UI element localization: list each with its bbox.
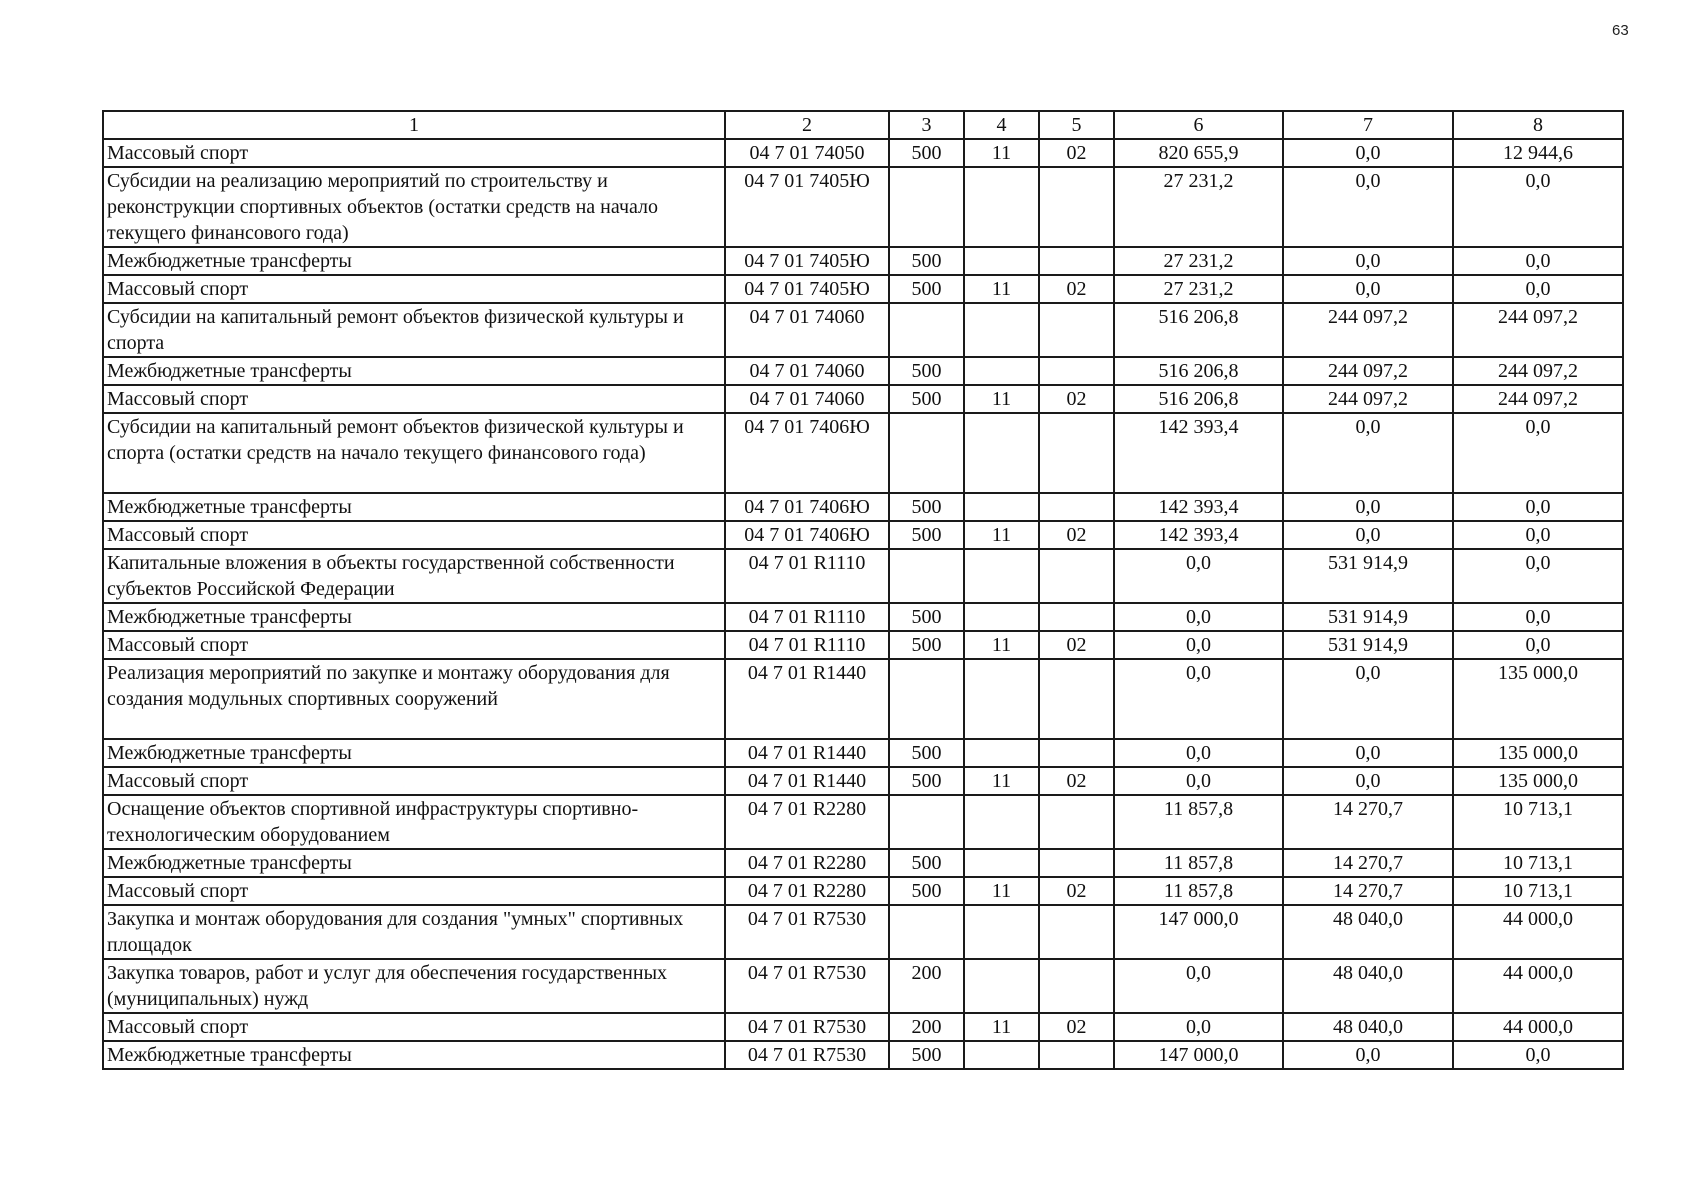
- row-code-cell: 04 7 01 74060: [725, 303, 889, 357]
- row-col4-cell: 11: [964, 139, 1039, 167]
- row-col7-cell: 14 270,7: [1283, 795, 1453, 849]
- row-col7-cell: 244 097,2: [1283, 303, 1453, 357]
- row-col7-cell: 0,0: [1283, 275, 1453, 303]
- row-name-cell: Субсидии на капитальный ремонт объектов физической культуры и спорта (остатки средств на начало текущего финансового года): [103, 413, 725, 493]
- row-col3-cell: 500: [889, 849, 964, 877]
- row-col8-cell: 135 000,0: [1453, 767, 1623, 795]
- row-col3-cell: 500: [889, 603, 964, 631]
- row-col5-cell: [1039, 1041, 1114, 1069]
- row-col3-cell: 500: [889, 877, 964, 905]
- row-col5-cell: 02: [1039, 521, 1114, 549]
- row-col3-cell: 500: [889, 139, 964, 167]
- row-col3-cell: [889, 549, 964, 603]
- row-col8-cell: 0,0: [1453, 603, 1623, 631]
- row-name-cell: Массовый спорт: [103, 521, 725, 549]
- row-col3-cell: 500: [889, 385, 964, 413]
- row-col3-cell: 500: [889, 357, 964, 385]
- row-col6-cell: 147 000,0: [1114, 1041, 1283, 1069]
- row-col5-cell: [1039, 659, 1114, 739]
- row-col7-cell: 0,0: [1283, 767, 1453, 795]
- row-col3-cell: [889, 303, 964, 357]
- row-code-cell: 04 7 01 7405Ю: [725, 275, 889, 303]
- row-col3-cell: [889, 659, 964, 739]
- row-col3-cell: 500: [889, 275, 964, 303]
- header-cell: 7: [1283, 111, 1453, 139]
- row-code-cell: 04 7 01 R1110: [725, 603, 889, 631]
- row-col3-cell: 500: [889, 631, 964, 659]
- row-col8-cell: 0,0: [1453, 275, 1623, 303]
- header-cell: 1: [103, 111, 725, 139]
- row-col6-cell: 0,0: [1114, 959, 1283, 1013]
- row-code-cell: 04 7 01 R1110: [725, 549, 889, 603]
- table-row: [103, 549, 1623, 603]
- row-col3-cell: 500: [889, 247, 964, 275]
- row-col4-cell: [964, 905, 1039, 959]
- row-col7-cell: 0,0: [1283, 167, 1453, 247]
- row-col8-cell: 0,0: [1453, 549, 1623, 603]
- row-col8-cell: 135 000,0: [1453, 739, 1623, 767]
- header-cell: 2: [725, 111, 889, 139]
- row-col6-cell: 147 000,0: [1114, 905, 1283, 959]
- row-col7-cell: 0,0: [1283, 247, 1453, 275]
- table-row: [103, 739, 1623, 767]
- row-col5-cell: [1039, 849, 1114, 877]
- table-row: [103, 303, 1623, 357]
- row-col7-cell: 244 097,2: [1283, 357, 1453, 385]
- row-col4-cell: 11: [964, 877, 1039, 905]
- row-col5-cell: 02: [1039, 139, 1114, 167]
- row-col5-cell: [1039, 739, 1114, 767]
- row-col7-cell: 48 040,0: [1283, 1013, 1453, 1041]
- row-col5-cell: 02: [1039, 877, 1114, 905]
- row-col7-cell: 531 914,9: [1283, 603, 1453, 631]
- row-col6-cell: 27 231,2: [1114, 247, 1283, 275]
- header-row: [103, 111, 1623, 139]
- header-cell: 4: [964, 111, 1039, 139]
- row-col5-cell: [1039, 795, 1114, 849]
- row-col7-cell: 531 914,9: [1283, 631, 1453, 659]
- header-cell: 5: [1039, 111, 1114, 139]
- row-col6-cell: 0,0: [1114, 767, 1283, 795]
- table-row: [103, 521, 1623, 549]
- row-name-cell: Капитальные вложения в объекты государственной собственности субъектов Российской Федерации: [103, 549, 725, 603]
- row-col4-cell: [964, 247, 1039, 275]
- row-col4-cell: 11: [964, 631, 1039, 659]
- row-col7-cell: 244 097,2: [1283, 385, 1453, 413]
- table-row: [103, 139, 1623, 167]
- table-row: [103, 167, 1623, 247]
- row-col3-cell: 500: [889, 521, 964, 549]
- row-name-cell: Межбюджетные трансферты: [103, 739, 725, 767]
- row-col3-cell: [889, 795, 964, 849]
- row-col7-cell: 0,0: [1283, 1041, 1453, 1069]
- row-code-cell: 04 7 01 7406Ю: [725, 521, 889, 549]
- row-col8-cell: 0,0: [1453, 631, 1623, 659]
- row-col5-cell: 02: [1039, 1013, 1114, 1041]
- row-col7-cell: 0,0: [1283, 413, 1453, 493]
- row-col3-cell: 500: [889, 739, 964, 767]
- row-name-cell: Межбюджетные трансферты: [103, 357, 725, 385]
- row-name-cell: Массовый спорт: [103, 385, 725, 413]
- row-col4-cell: [964, 413, 1039, 493]
- row-code-cell: 04 7 01 74060: [725, 385, 889, 413]
- table-row: [103, 849, 1623, 877]
- table-row: [103, 357, 1623, 385]
- row-col5-cell: [1039, 357, 1114, 385]
- row-col7-cell: 0,0: [1283, 659, 1453, 739]
- row-col6-cell: 0,0: [1114, 739, 1283, 767]
- row-name-cell: Массовый спорт: [103, 631, 725, 659]
- row-col7-cell: 14 270,7: [1283, 849, 1453, 877]
- table-row: [103, 959, 1623, 1013]
- row-col3-cell: 200: [889, 959, 964, 1013]
- header-cell: 3: [889, 111, 964, 139]
- row-col6-cell: 0,0: [1114, 659, 1283, 739]
- table-row: [103, 905, 1623, 959]
- table-row: [103, 413, 1623, 493]
- row-code-cell: 04 7 01 7405Ю: [725, 247, 889, 275]
- row-col3-cell: [889, 905, 964, 959]
- row-name-cell: Субсидии на реализацию мероприятий по строительству и реконструкции спортивных объектов (остатки средств на начало текущего финансового года): [103, 167, 725, 247]
- table-row: [103, 493, 1623, 521]
- row-col5-cell: [1039, 167, 1114, 247]
- row-col6-cell: 27 231,2: [1114, 275, 1283, 303]
- row-col3-cell: 500: [889, 767, 964, 795]
- row-col8-cell: 244 097,2: [1453, 385, 1623, 413]
- row-col5-cell: 02: [1039, 767, 1114, 795]
- row-code-cell: 04 7 01 R7530: [725, 959, 889, 1013]
- row-name-cell: Субсидии на капитальный ремонт объектов физической культуры и спорта: [103, 303, 725, 357]
- row-col4-cell: [964, 1041, 1039, 1069]
- row-col6-cell: 0,0: [1114, 603, 1283, 631]
- table-row: [103, 275, 1623, 303]
- row-code-cell: 04 7 01 74050: [725, 139, 889, 167]
- row-col8-cell: 0,0: [1453, 413, 1623, 493]
- row-code-cell: 04 7 01 7406Ю: [725, 493, 889, 521]
- row-col3-cell: 200: [889, 1013, 964, 1041]
- row-col4-cell: [964, 795, 1039, 849]
- budget-table: [102, 110, 1624, 1070]
- table-row: [103, 659, 1623, 739]
- row-col5-cell: [1039, 413, 1114, 493]
- row-col5-cell: [1039, 549, 1114, 603]
- row-col8-cell: 0,0: [1453, 167, 1623, 247]
- row-col6-cell: 11 857,8: [1114, 877, 1283, 905]
- row-col8-cell: 44 000,0: [1453, 905, 1623, 959]
- row-col8-cell: 12 944,6: [1453, 139, 1623, 167]
- row-col6-cell: 11 857,8: [1114, 795, 1283, 849]
- row-col4-cell: [964, 959, 1039, 1013]
- table-row: [103, 247, 1623, 275]
- row-col4-cell: [964, 849, 1039, 877]
- row-code-cell: 04 7 01 7406Ю: [725, 413, 889, 493]
- row-code-cell: 04 7 01 R7530: [725, 1013, 889, 1041]
- row-name-cell: Межбюджетные трансферты: [103, 493, 725, 521]
- row-col8-cell: 244 097,2: [1453, 303, 1623, 357]
- table-row: [103, 877, 1623, 905]
- table-row: [103, 1041, 1623, 1069]
- row-code-cell: 04 7 01 R1440: [725, 659, 889, 739]
- row-name-cell: Межбюджетные трансферты: [103, 849, 725, 877]
- row-col6-cell: 142 393,4: [1114, 521, 1283, 549]
- row-code-cell: 04 7 01 R1110: [725, 631, 889, 659]
- row-col7-cell: 14 270,7: [1283, 877, 1453, 905]
- row-col5-cell: 02: [1039, 275, 1114, 303]
- row-col8-cell: 0,0: [1453, 247, 1623, 275]
- row-col3-cell: [889, 413, 964, 493]
- row-col6-cell: 0,0: [1114, 631, 1283, 659]
- row-code-cell: 04 7 01 R7530: [725, 905, 889, 959]
- header-cell: 8: [1453, 111, 1623, 139]
- row-name-cell: Массовый спорт: [103, 139, 725, 167]
- row-col3-cell: 500: [889, 1041, 964, 1069]
- row-code-cell: 04 7 01 R1440: [725, 739, 889, 767]
- row-code-cell: 04 7 01 74060: [725, 357, 889, 385]
- row-col5-cell: [1039, 905, 1114, 959]
- row-col8-cell: 44 000,0: [1453, 1013, 1623, 1041]
- row-col5-cell: [1039, 493, 1114, 521]
- row-col8-cell: 0,0: [1453, 1041, 1623, 1069]
- row-col6-cell: 820 655,9: [1114, 139, 1283, 167]
- row-name-cell: Оснащение объектов спортивной инфраструктуры спортивно-технологическим оборудованием: [103, 795, 725, 849]
- row-col4-cell: [964, 167, 1039, 247]
- row-col7-cell: 531 914,9: [1283, 549, 1453, 603]
- row-col4-cell: [964, 493, 1039, 521]
- row-col5-cell: [1039, 247, 1114, 275]
- row-col6-cell: 27 231,2: [1114, 167, 1283, 247]
- table-row: [103, 385, 1623, 413]
- row-code-cell: 04 7 01 R2280: [725, 877, 889, 905]
- table-row: [103, 795, 1623, 849]
- row-col8-cell: 10 713,1: [1453, 795, 1623, 849]
- row-col4-cell: [964, 739, 1039, 767]
- row-col6-cell: 142 393,4: [1114, 493, 1283, 521]
- row-col4-cell: 11: [964, 275, 1039, 303]
- row-col6-cell: 516 206,8: [1114, 303, 1283, 357]
- row-code-cell: 04 7 01 7405Ю: [725, 167, 889, 247]
- row-name-cell: Межбюджетные трансферты: [103, 1041, 725, 1069]
- row-col6-cell: 516 206,8: [1114, 385, 1283, 413]
- row-col5-cell: [1039, 959, 1114, 1013]
- row-col3-cell: [889, 167, 964, 247]
- row-code-cell: 04 7 01 R1440: [725, 767, 889, 795]
- table-row: [103, 1013, 1623, 1041]
- row-col5-cell: [1039, 603, 1114, 631]
- row-col8-cell: 10 713,1: [1453, 877, 1623, 905]
- row-col4-cell: 11: [964, 521, 1039, 549]
- row-col8-cell: 44 000,0: [1453, 959, 1623, 1013]
- row-col8-cell: 0,0: [1453, 521, 1623, 549]
- row-col4-cell: [964, 659, 1039, 739]
- row-col4-cell: 11: [964, 767, 1039, 795]
- row-name-cell: Реализация мероприятий по закупке и монтажу оборудования для создания модульных спортивных сооружений: [103, 659, 725, 739]
- table-row: [103, 767, 1623, 795]
- row-col4-cell: [964, 357, 1039, 385]
- row-col7-cell: 0,0: [1283, 493, 1453, 521]
- row-col7-cell: 0,0: [1283, 739, 1453, 767]
- row-col6-cell: 516 206,8: [1114, 357, 1283, 385]
- row-code-cell: 04 7 01 R7530: [725, 1041, 889, 1069]
- row-col7-cell: 0,0: [1283, 521, 1453, 549]
- row-name-cell: Массовый спорт: [103, 275, 725, 303]
- row-col5-cell: 02: [1039, 631, 1114, 659]
- row-name-cell: Межбюджетные трансферты: [103, 603, 725, 631]
- row-name-cell: Закупка товаров, работ и услуг для обеспечения государственных (муниципальных) нужд: [103, 959, 725, 1013]
- row-col4-cell: [964, 303, 1039, 357]
- table-row: [103, 631, 1623, 659]
- row-col8-cell: 10 713,1: [1453, 849, 1623, 877]
- row-name-cell: Межбюджетные трансферты: [103, 247, 725, 275]
- row-col6-cell: 142 393,4: [1114, 413, 1283, 493]
- row-col8-cell: 244 097,2: [1453, 357, 1623, 385]
- row-col7-cell: 48 040,0: [1283, 905, 1453, 959]
- page-number: 63: [1612, 22, 1629, 39]
- header-cell: 6: [1114, 111, 1283, 139]
- row-code-cell: 04 7 01 R2280: [725, 795, 889, 849]
- row-col7-cell: 48 040,0: [1283, 959, 1453, 1013]
- row-name-cell: Массовый спорт: [103, 1013, 725, 1041]
- row-col4-cell: [964, 549, 1039, 603]
- row-col3-cell: 500: [889, 493, 964, 521]
- row-col6-cell: 0,0: [1114, 549, 1283, 603]
- row-name-cell: Массовый спорт: [103, 767, 725, 795]
- row-col4-cell: 11: [964, 1013, 1039, 1041]
- table-row: [103, 603, 1623, 631]
- row-code-cell: 04 7 01 R2280: [725, 849, 889, 877]
- row-col8-cell: 0,0: [1453, 493, 1623, 521]
- row-col5-cell: [1039, 303, 1114, 357]
- row-col4-cell: [964, 603, 1039, 631]
- row-col8-cell: 135 000,0: [1453, 659, 1623, 739]
- row-col7-cell: 0,0: [1283, 139, 1453, 167]
- row-name-cell: Закупка и монтаж оборудования для создания "умных" спортивных площадок: [103, 905, 725, 959]
- row-col5-cell: 02: [1039, 385, 1114, 413]
- row-col4-cell: 11: [964, 385, 1039, 413]
- row-name-cell: Массовый спорт: [103, 877, 725, 905]
- row-col6-cell: 0,0: [1114, 1013, 1283, 1041]
- row-col6-cell: 11 857,8: [1114, 849, 1283, 877]
